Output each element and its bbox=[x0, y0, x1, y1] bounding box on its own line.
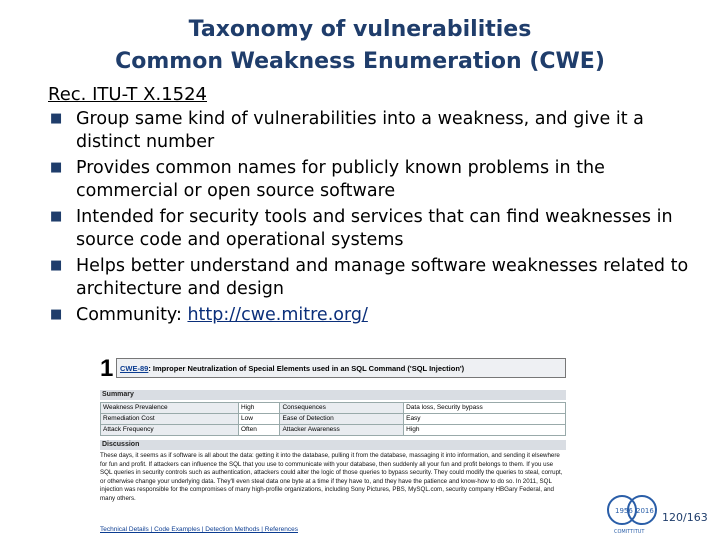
table-row: Weakness Prevalence High Consequences Data loss, Security bypass bbox=[101, 403, 566, 414]
svg-text:2016: 2016 bbox=[636, 507, 654, 515]
bullet-item: ■ Provides common names for publicly known problems in the commercial or open source software bbox=[50, 158, 605, 201]
square-bullet-icon: ■ bbox=[50, 111, 63, 126]
bullet-item: ■ Community: http://cwe.mitre.org/ bbox=[50, 305, 368, 325]
bullet-item: ■ Helps better understand and manage software weaknesses related to architecture and design bbox=[50, 256, 689, 299]
bullet-item: ■ Intended for security tools and services that can find weaknesses in source code and operational systems bbox=[50, 207, 673, 250]
cwe-title: : Improper Neutralization of Special Elements used in an SQL Command ('SQL Injection') bbox=[148, 364, 465, 373]
cwe-screenshot bbox=[98, 356, 568, 540]
page-number: 120/163 bbox=[662, 511, 708, 524]
square-bullet-icon: ■ bbox=[50, 258, 63, 273]
title-line-1: Taxonomy of vulnerabilities bbox=[188, 17, 532, 42]
square-bullet-icon: ■ bbox=[50, 160, 63, 175]
svg-text:COMITTITUT: COMITTITUT bbox=[614, 529, 645, 535]
cwe-rank: 1 bbox=[100, 355, 114, 382]
cwe-id-link[interactable]: CWE-89 bbox=[120, 364, 149, 373]
square-bullet-icon: ■ bbox=[50, 307, 63, 322]
svg-text:1956: 1956 bbox=[615, 507, 633, 515]
summary-header: Summary bbox=[100, 390, 566, 400]
rec-link[interactable]: Rec. ITU-T X.1524 bbox=[48, 84, 208, 105]
discussion-text: These days, it seems as if software is all about the data: getting it into the database, pulling it from the database, massaging it into information, and sending it elsewhere for fun and profit. If attackers can influence the SQL that you use to communicate with your database, then suddenly all your fun and profit belongs to them. If you use SQL queries in security controls such as authentication, attackers could alter the logic of those queries to bypass security. They could modify the queries to steal, corrupt, or otherwise change your underlying data. They'll even steal data one byte at a time if they have to, and they have the patience and know-how to do so. In 2011, SQL injection was responsible for the compromises of many high-profile organizations, including Sony Pictures, PBS, MySQL.com, security company HBGary Federal, and many others. bbox=[100, 452, 563, 502]
footer-links[interactable]: Technical Details | Code Examples | Detection Methods | References bbox=[100, 526, 298, 533]
table-row: Remediation Cost Low Ease of Detection Easy bbox=[101, 414, 566, 425]
table-row: Attack Frequency Often Attacker Awareness High bbox=[101, 425, 566, 436]
bullet-item: ■ Group same kind of vulnerabilities into a weakness, and give it a distinct number bbox=[50, 109, 644, 152]
square-bullet-icon: ■ bbox=[50, 209, 63, 224]
itu-anniversary-logo bbox=[606, 490, 662, 536]
bullet-list bbox=[48, 108, 708, 331]
slide-title bbox=[0, 14, 720, 78]
summary-table bbox=[100, 402, 566, 436]
title-line-2: Common Weakness Enumeration (CWE) bbox=[115, 49, 605, 74]
cwe-header bbox=[116, 358, 566, 378]
community-link[interactable]: http://cwe.mitre.org/ bbox=[187, 305, 368, 325]
discussion-header: Discussion bbox=[100, 440, 566, 450]
